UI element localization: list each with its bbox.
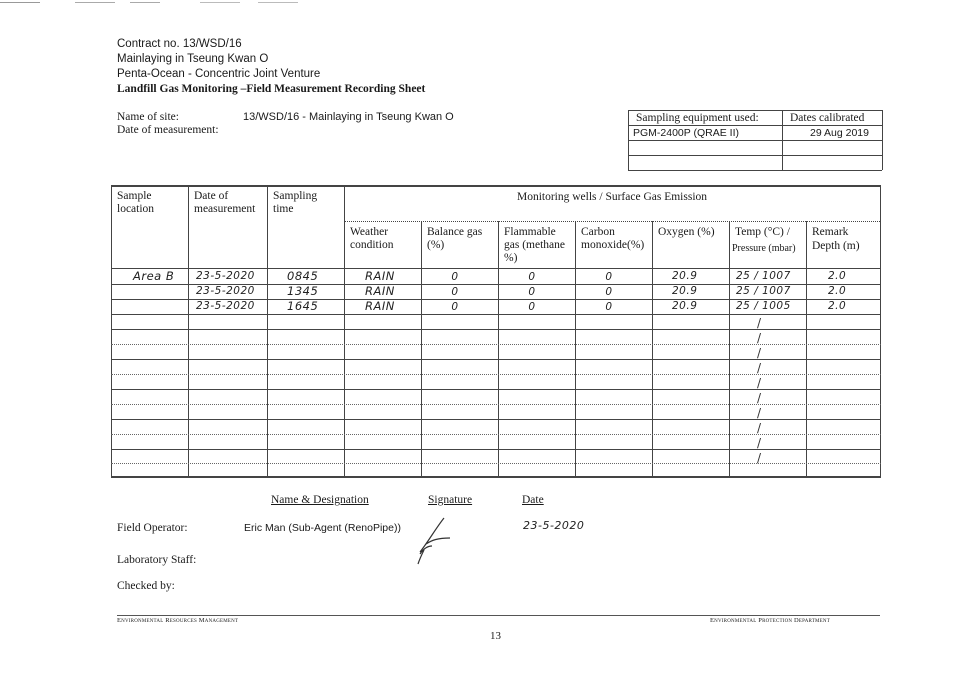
cell-co: 0 <box>605 301 613 313</box>
site-name-value: 13/WSD/16 - Mainlaying in Tseung Kwan O <box>243 111 454 123</box>
contractor-name: Penta-Ocean - Concentric Joint Venture <box>117 68 321 80</box>
scan-artifact-line <box>75 2 115 3</box>
empty-cell-slash: / <box>757 331 762 345</box>
empty-cell-slash: / <box>757 391 762 405</box>
cell-oxygen: 20.9 <box>672 300 698 312</box>
cell-oxygen: 20.9 <box>672 285 698 297</box>
cell-balance: 0 <box>451 286 459 298</box>
empty-cell-slash: / <box>757 406 762 420</box>
header-pressure: Pressure (mbar) <box>732 243 796 254</box>
empty-cell-slash: / <box>757 361 762 375</box>
footer-left: Environmental Resources Management <box>117 617 239 624</box>
laboratory-staff-label: Laboratory Staff: <box>117 554 197 566</box>
cell-co: 0 <box>605 271 613 283</box>
cell-temp-pressure: 25 / 1007 <box>736 270 791 282</box>
empty-cell-slash: / <box>757 451 762 465</box>
equipment-value: PGM-2400P (QRAE II) <box>633 127 740 139</box>
header-depth: Depth (m) <box>812 240 860 252</box>
empty-cell-slash: / <box>757 421 762 435</box>
page-number: 13 <box>490 630 501 642</box>
signoff-date-header: Date <box>522 494 544 506</box>
cell-temp-pressure: 25 / 1007 <box>736 285 791 297</box>
measurement-date-label: Date of measurement: <box>117 124 219 136</box>
cell-co: 0 <box>605 286 613 298</box>
header-balance-gas: Balance gas (%) <box>427 226 483 251</box>
calibration-header: Dates calibrated <box>790 112 865 124</box>
header-sampling-time: Sampling time <box>273 190 318 215</box>
cell-depth: 2.0 <box>828 285 847 297</box>
field-operator-label: Field Operator: <box>117 522 188 534</box>
empty-cell-slash: / <box>757 316 762 330</box>
calibration-date-value: 29 Aug 2019 <box>810 127 869 139</box>
cell-flammable: 0 <box>528 286 536 298</box>
cell-flammable: 0 <box>528 271 536 283</box>
cell-balance: 0 <box>451 271 459 283</box>
cell-time: 1645 <box>287 299 319 313</box>
scan-artifact-line <box>0 2 40 3</box>
checked-by-label: Checked by: <box>117 580 175 592</box>
cell-temp-pressure: 25 / 1005 <box>736 300 791 312</box>
header-weather: Weather condition <box>350 226 394 251</box>
project-name: Mainlaying in Tseung Kwan O <box>117 53 269 65</box>
cell-time: 0845 <box>287 269 319 283</box>
cell-date: 23-5-2020 <box>196 285 255 297</box>
signoff-name-header: Name & Designation <box>271 494 369 506</box>
cell-balance: 0 <box>451 301 459 313</box>
field-operator-date: 23-5-2020 <box>523 519 585 532</box>
contract-number: Contract no. 13/WSD/16 <box>117 38 242 50</box>
scan-artifact-line <box>130 2 160 3</box>
sheet-title: Landfill Gas Monitoring –Field Measurement Recording Sheet <box>117 83 426 95</box>
header-carbon-monoxide: Carbon monoxide(%) <box>581 226 645 251</box>
cell-oxygen: 20.9 <box>672 270 698 282</box>
field-operator-name: Eric Man (Sub-Agent (RenoPipe)) <box>244 522 401 534</box>
empty-cell-slash: / <box>757 436 762 450</box>
equipment-header: Sampling equipment used: <box>636 112 759 124</box>
cell-weather: RAIN <box>365 284 395 298</box>
header-flammable-gas: Flammable gas (methane %) <box>504 226 565 264</box>
cell-weather: RAIN <box>365 299 395 313</box>
header-sample-location: Sample location <box>117 190 155 215</box>
cell-date: 23-5-2020 <box>196 270 255 282</box>
site-name-label: Name of site: <box>117 111 179 123</box>
cell-weather: RAIN <box>365 269 395 283</box>
cell-depth: 2.0 <box>828 300 847 312</box>
scan-artifact-line <box>200 2 240 3</box>
signoff-signature-header: Signature <box>428 494 473 506</box>
header-monitoring-group: Monitoring wells / Surface Gas Emission <box>516 191 708 203</box>
header-date-of-measurement: Date of measurement <box>194 190 256 215</box>
cell-location: Area B <box>133 269 175 283</box>
empty-cell-slash: / <box>757 346 762 360</box>
scan-artifact-line <box>258 2 298 3</box>
header-remark: Remark <box>812 226 849 238</box>
header-oxygen: Oxygen (%) <box>658 226 715 238</box>
cell-depth: 2.0 <box>828 270 847 282</box>
cell-time: 1345 <box>287 284 319 298</box>
empty-cell-slash: / <box>757 376 762 390</box>
footer-right: Environmental Protection Department <box>710 617 830 624</box>
handwritten-signature <box>414 508 466 568</box>
header-temp: Temp (°C) / <box>735 226 790 238</box>
cell-flammable: 0 <box>528 301 536 313</box>
cell-date: 23-5-2020 <box>196 300 255 312</box>
